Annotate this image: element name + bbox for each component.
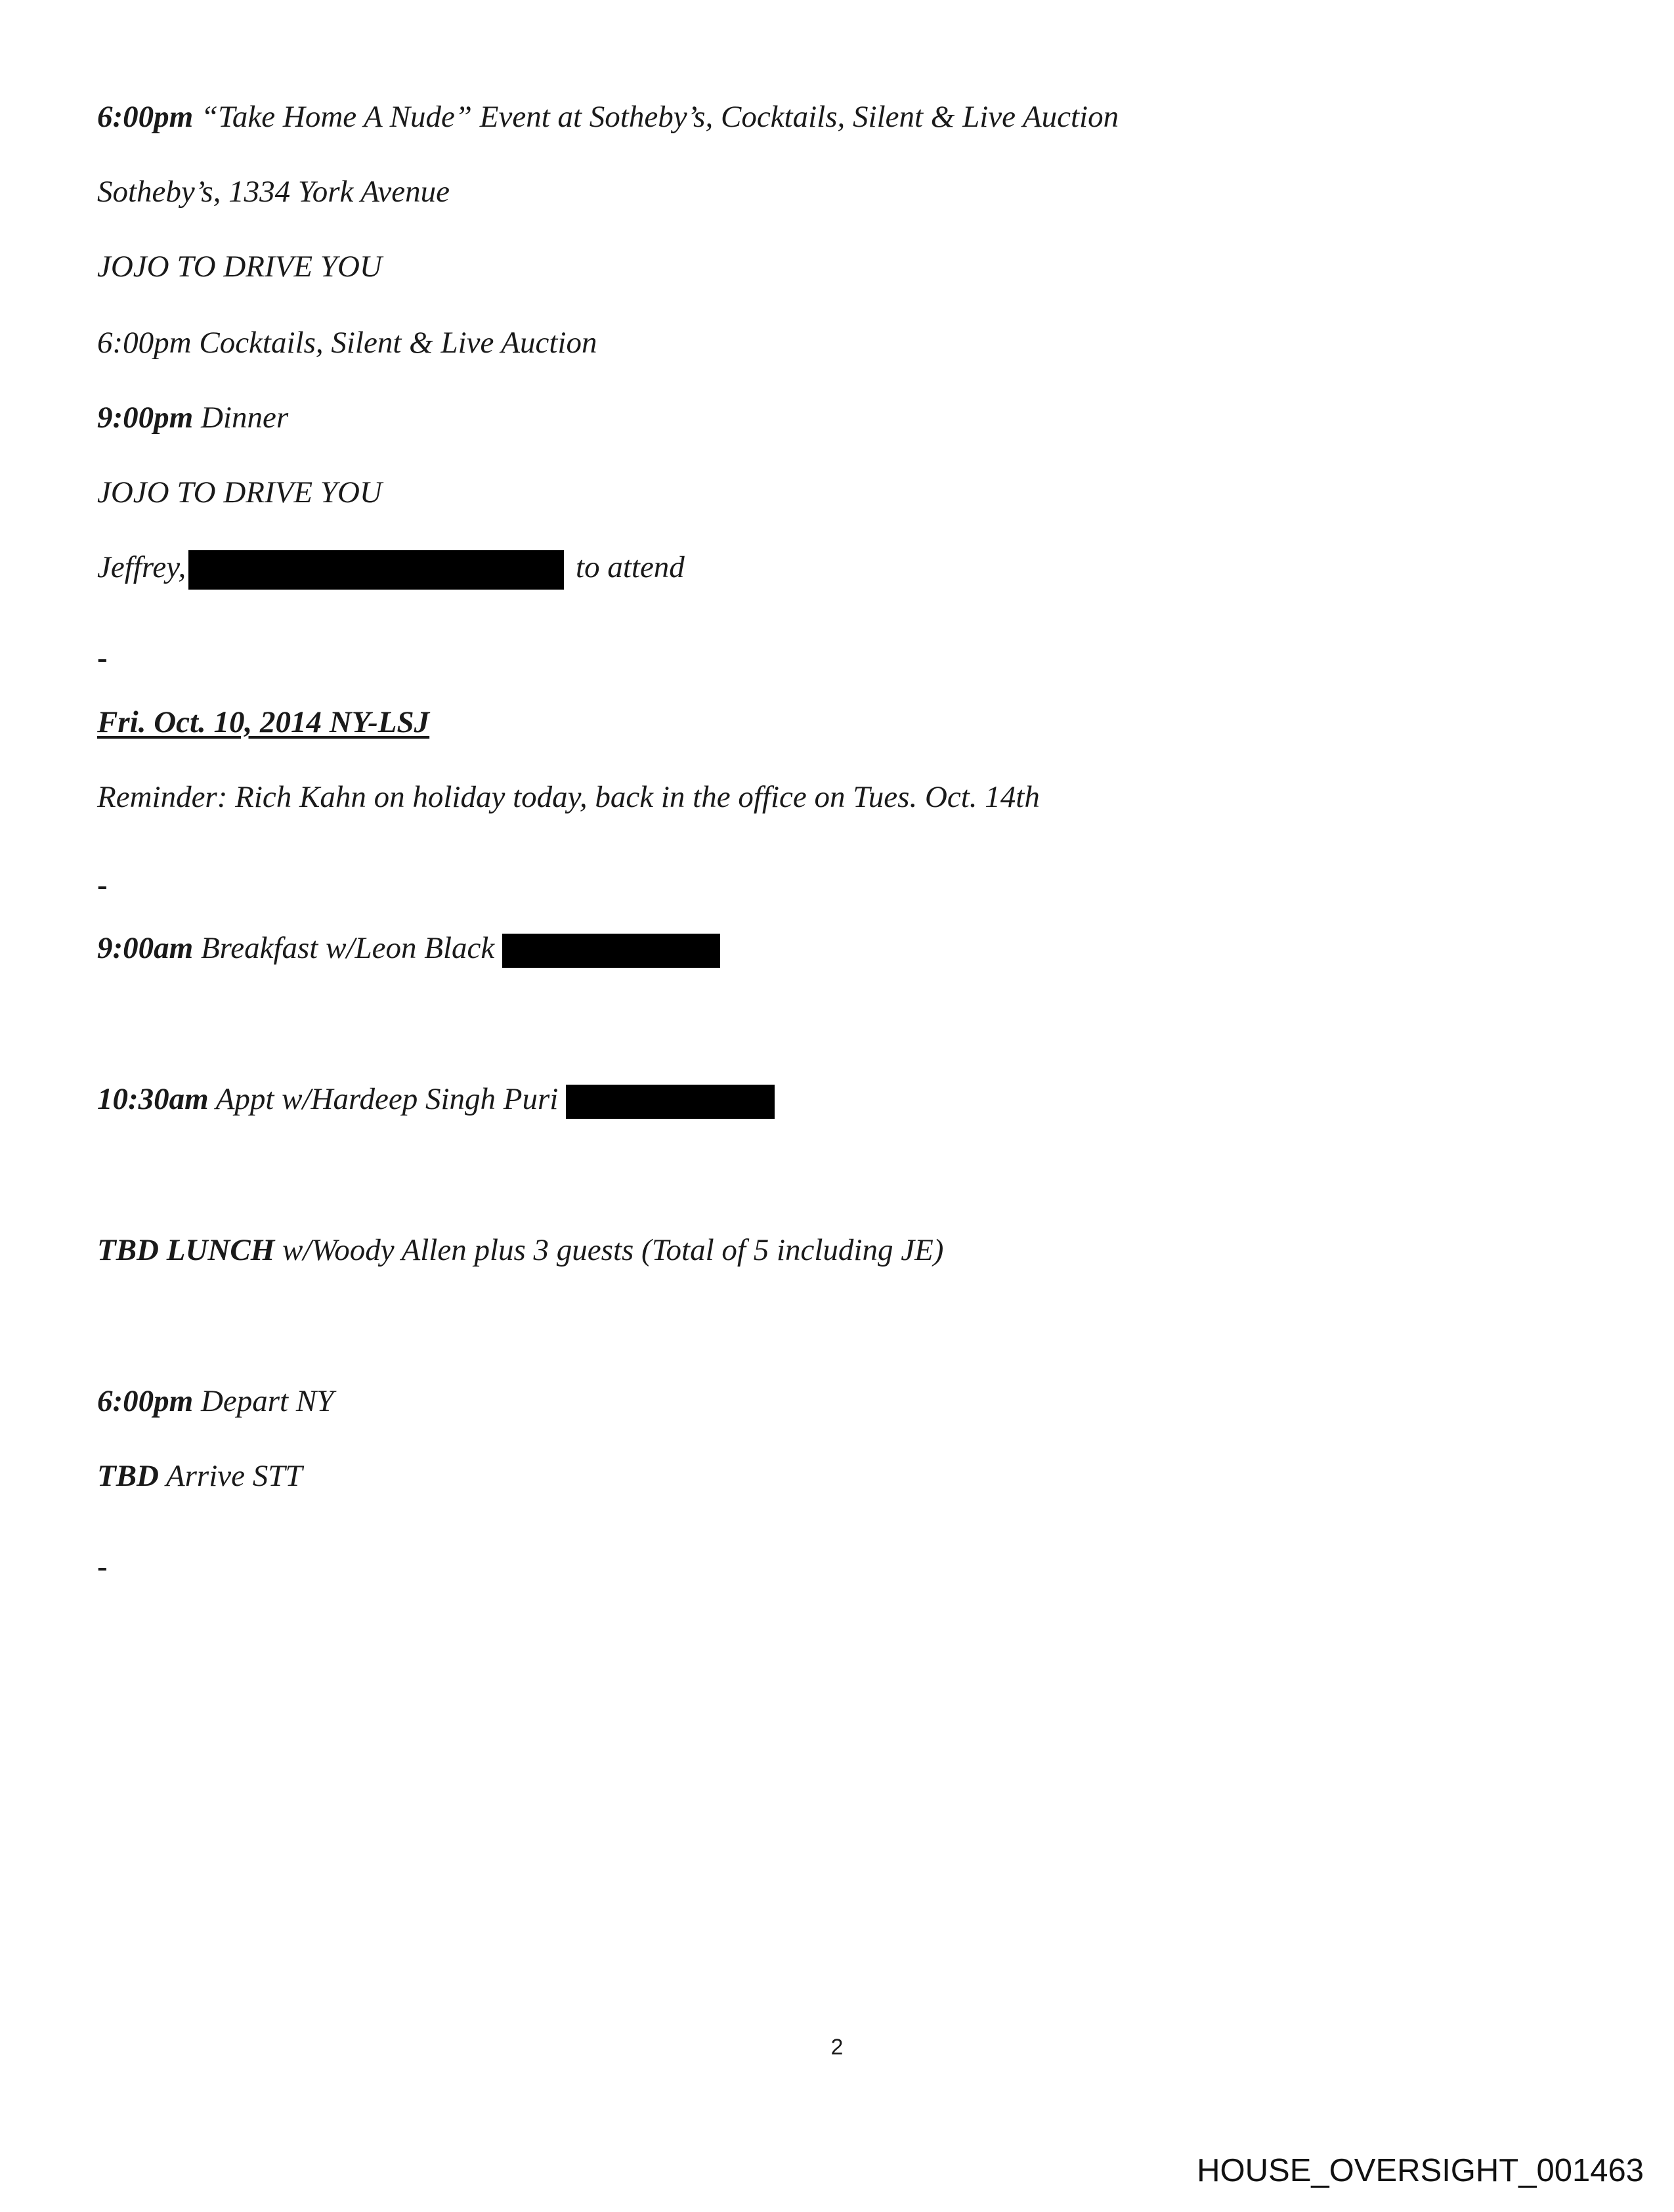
redaction-block bbox=[188, 550, 564, 590]
attendees-line: Jeffrey, to attend bbox=[97, 548, 685, 590]
event-detail: 6:00pm Cocktails, Silent & Live Auction bbox=[97, 326, 597, 360]
event-time: 6:00pm bbox=[97, 100, 194, 134]
event-dinner: 9:00pm Dinner bbox=[97, 401, 289, 435]
reminder-note: Reminder: Rich Kahn on holiday today, back in the office on Tues. Oct. 14th bbox=[97, 780, 1040, 814]
event-time: TBD bbox=[97, 1459, 159, 1493]
departure-entry: 6:00pm Depart NY bbox=[97, 1384, 334, 1418]
bates-footer: HOUSE_OVERSIGHT_001463 bbox=[1197, 2153, 1644, 2188]
event-location: Sotheby’s, 1334 York Avenue bbox=[97, 175, 450, 209]
separator-dash: - bbox=[97, 1550, 108, 1584]
redaction-block bbox=[566, 1085, 775, 1119]
appointment-entry: 10:30am Appt w/Hardeep Singh Puri bbox=[97, 1079, 775, 1119]
driver-note: JOJO TO DRIVE YOU bbox=[97, 475, 382, 510]
event-time: TBD LUNCH bbox=[97, 1233, 275, 1267]
driver-note: JOJO TO DRIVE YOU bbox=[97, 249, 382, 284]
event-time: 9:00pm bbox=[97, 401, 194, 435]
breakfast-entry: 9:00am Breakfast w/Leon Black bbox=[97, 928, 720, 968]
lunch-entry: TBD LUNCH w/Woody Allen plus 3 guests (Total of 5 including JE) bbox=[97, 1233, 944, 1267]
page-number: 2 bbox=[830, 2035, 844, 2060]
event-time: 9:00am bbox=[97, 931, 194, 965]
event-sothebys-title: 6:00pm “Take Home A Nude” Event at Sotheby’s, Cocktails, Silent & Live Auction bbox=[97, 100, 1119, 134]
redaction-block bbox=[502, 934, 720, 968]
event-time: 6:00pm bbox=[97, 1384, 194, 1418]
event-time: 10:30am bbox=[97, 1082, 209, 1116]
separator-dash: - bbox=[97, 868, 108, 902]
arrival-entry: TBD Arrive STT bbox=[97, 1459, 303, 1493]
day-heading: Fri. Oct. 10, 2014 NY-LSJ bbox=[97, 705, 430, 739]
separator-dash: - bbox=[97, 641, 108, 675]
